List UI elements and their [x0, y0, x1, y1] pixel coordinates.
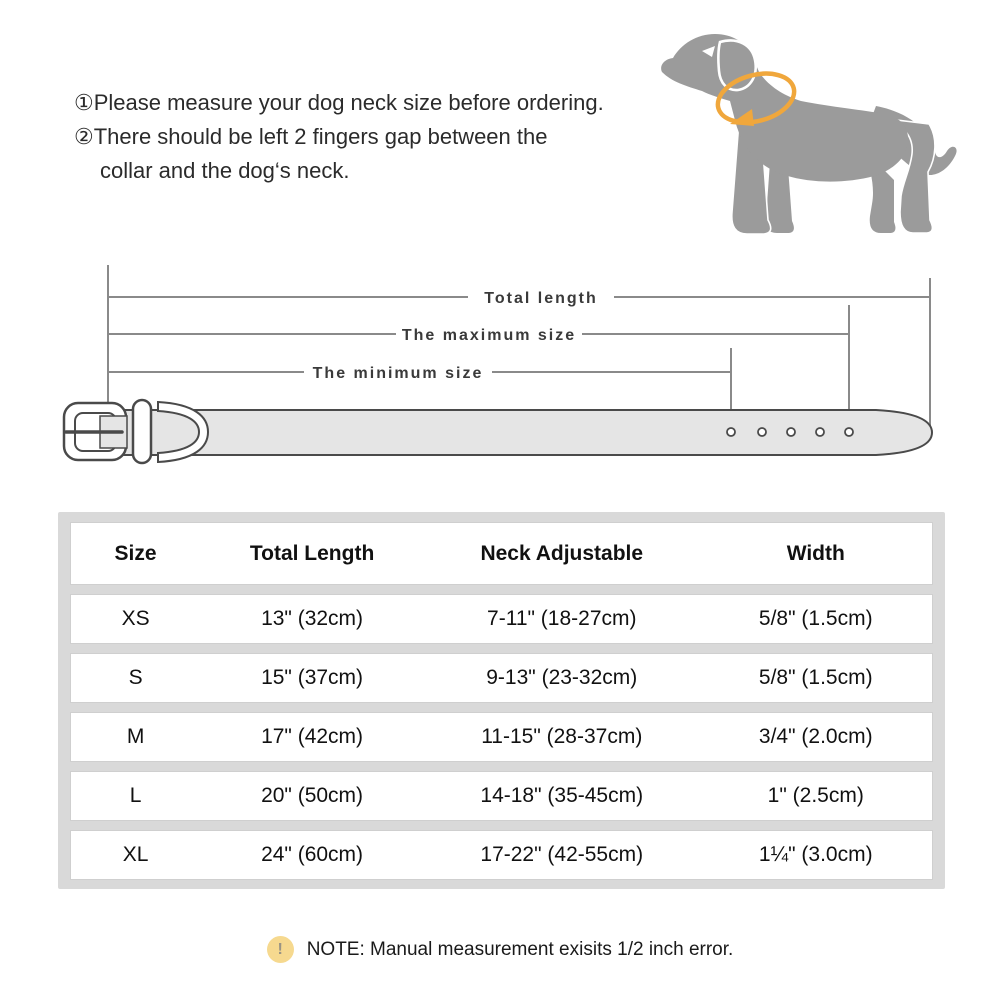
width-cell: 3/4" (2.0cm)	[758, 725, 873, 748]
neck-adjustable-cell: 7-11" (18-27cm)	[487, 607, 637, 630]
neck-adjustable-cell: 11-15" (28-37cm)	[481, 725, 643, 748]
size-table-header	[70, 522, 933, 585]
size-row-xl	[70, 830, 933, 880]
neck-adjustable-cell: 17-22" (42-55cm)	[480, 843, 644, 866]
size-cell: XL	[122, 843, 149, 866]
size-cell: S	[128, 666, 143, 689]
instruction-line-1: ①Please measure your dog neck size before ordering.	[74, 90, 604, 115]
header-neck-adjustable: Neck Adjustable	[480, 541, 644, 565]
total-length-cell: 20" (50cm)	[261, 784, 364, 807]
keeper-loop	[133, 400, 151, 463]
collar-hole	[727, 428, 735, 436]
collar-hole	[787, 428, 795, 436]
dog-illustration	[650, 12, 995, 260]
exclamation-icon: !	[267, 936, 294, 963]
collar-strap	[98, 410, 932, 455]
size-row-xs	[70, 594, 933, 644]
note-text: NOTE: Manual measurement exisits 1/2 inch error.	[306, 938, 734, 960]
collar-hole	[816, 428, 824, 436]
dog-silhouette-icon	[650, 12, 995, 260]
size-row-m	[70, 712, 933, 762]
measurement-note	[0, 936, 1000, 963]
max-size-label: The maximum size	[401, 327, 577, 344]
total-length-cell: 15" (37cm)	[261, 666, 364, 689]
size-cell: XS	[121, 607, 150, 630]
measuring-instructions	[74, 86, 674, 188]
total-length-cell: 17" (42cm)	[261, 725, 364, 748]
size-cell: L	[129, 784, 142, 807]
width-cell: 5/8" (1.5cm)	[758, 607, 873, 630]
size-table	[58, 512, 945, 889]
total-length-cell: 13" (32cm)	[261, 607, 364, 630]
instruction-line-3: collar and the dog‘s neck.	[100, 158, 350, 183]
header-size: Size	[114, 541, 157, 565]
total-length-cell: 24" (60cm)	[261, 843, 364, 866]
header-total-length: Total Length	[249, 541, 375, 565]
size-row-s	[70, 653, 933, 703]
width-cell: 5/8" (1.5cm)	[758, 666, 873, 689]
size-cell: M	[126, 725, 145, 748]
header-width: Width	[786, 541, 845, 565]
neck-adjustable-cell: 9-13" (23-32cm)	[486, 666, 638, 689]
collar-hole	[845, 428, 853, 436]
size-row-l	[70, 771, 933, 821]
instruction-line-2: ②There should be left 2 fingers gap between the	[74, 124, 548, 149]
total-length-label: Total length	[484, 290, 598, 307]
collar-diagram-svg	[0, 258, 1000, 478]
collar-measure-diagram	[0, 258, 1000, 478]
width-cell: 1" (2.5cm)	[767, 784, 864, 807]
collar-hole	[758, 428, 766, 436]
width-cell: 1¼" (3.0cm)	[758, 843, 873, 866]
neck-adjustable-cell: 14-18" (35-45cm)	[480, 784, 644, 807]
min-size-label: The minimum size	[312, 365, 484, 382]
